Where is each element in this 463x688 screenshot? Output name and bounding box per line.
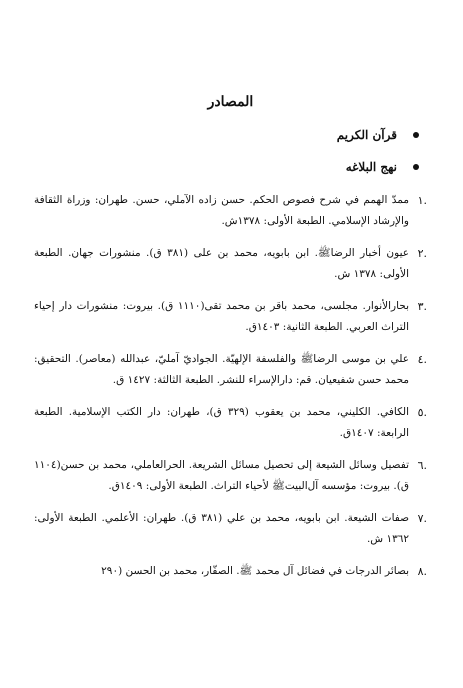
reference-text: صفات الشيعة. ابن بابويه، محمد بن علي (٣٨١ ق). طهران: الأعلمي. الطبعة الأولى: ١٣٦٢ ش. <box>34 512 409 545</box>
reference-item-7 <box>34 508 427 550</box>
reference-text: عيون أخبار الرضاﷺ. ابن بابويه، محمد بن علی (٣٨١ ق). منشورات جهان. الطبعة الأولى: ١٣٧٨ ش. <box>34 247 409 280</box>
bullet-label: قرآن الکريم <box>336 128 397 142</box>
reference-item-3 <box>34 296 427 338</box>
sources-bullet-list <box>34 126 427 176</box>
reference-number: .٢ <box>417 247 427 260</box>
reference-item-6 <box>34 455 427 497</box>
reference-item-2 <box>34 243 427 285</box>
reference-number: .٦ <box>417 459 427 472</box>
reference-text: بصائر الدرجات في فضائل آل محمد ﷺ. الصفّار، محمد بن الحسن (٢٩٠ <box>101 565 409 577</box>
reference-number: .٧ <box>417 512 427 525</box>
bullet-item-nahj-al-balagha <box>34 158 419 176</box>
bullet-item-quran <box>34 126 419 144</box>
page-title: المصادر <box>207 94 254 110</box>
reference-number: .٨ <box>417 565 427 578</box>
reference-text: تفصيل وسائل الشيعة إلى تحصيل مسائل الشريعة. الحرالعاملي، محمد بن حسن(١١٠٤ ق). بيروت: مؤسسه آل‌البيتﷺ لأحياء التراث. الطبعة الأولى: ١٤٠٩ق. <box>34 459 409 492</box>
reference-item-8 <box>34 561 427 582</box>
bullet-dot-icon <box>413 164 419 170</box>
reference-number: .٤ <box>417 353 427 366</box>
reference-item-5 <box>34 402 427 444</box>
reference-number: .٣ <box>417 300 427 313</box>
reference-item-1 <box>34 190 427 232</box>
reference-number: .١ <box>417 194 427 207</box>
reference-text: بحارالأنوار. مجلسی، محمد باقر بن محمد تقی(١١١٠ ق). بيروت: منشورات دار إحياء التراث العربي. الطبعة الثانية: ١٤٠٣ق. <box>34 300 409 333</box>
reference-text: الكافي. الكليني، محمد بن يعقوب (٣٢٩ ق)، طهران: دار الكتب الإسلامية. الطبعة الرابعة: ١٤٠٧ق. <box>34 406 409 439</box>
reference-number: .٥ <box>417 406 427 419</box>
reference-text: ممدّ الهمم في شرح فصوص الحكم. حسن زاده الآملي، حسن. طهران: وزراة الثقافة والإرشاد الإسلامي. الطبعة الأولى: ١٣٧٨ش. <box>34 194 409 227</box>
bullet-dot-icon <box>413 132 419 138</box>
references-list <box>34 190 427 582</box>
bullet-label: نهج البلاغه <box>345 160 397 174</box>
reference-item-4 <box>34 349 427 391</box>
reference-text: علي بن موسى الرضاﷺ والفلسفة الإلهيّة. الجواديّ آمليّ، عبدالله (معاصر). التحقيق: محمد حسن شفيعيان. قم: دارالإسراء للنشر. الطبعة الثالثة: ١٤٢٧ ق. <box>34 353 409 386</box>
